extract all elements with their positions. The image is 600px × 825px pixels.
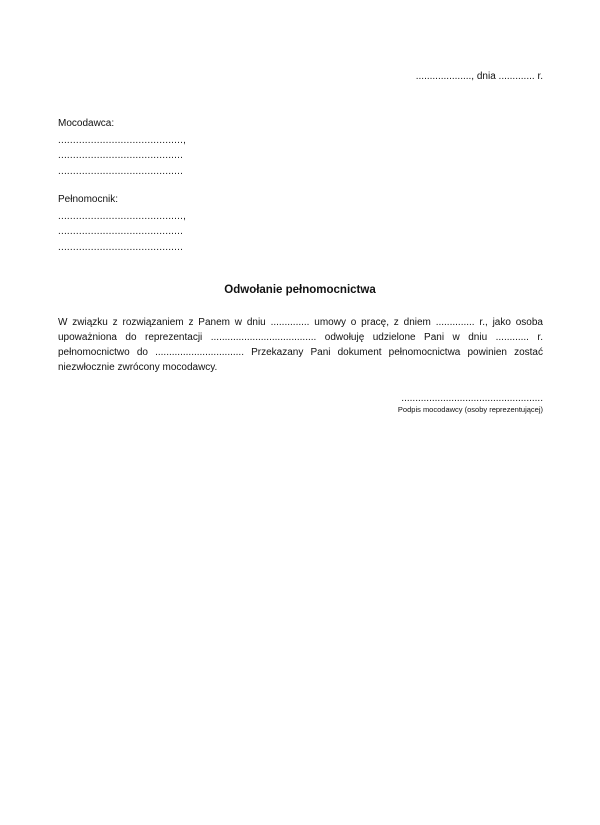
employer-block [58, 116, 186, 179]
employer-line-3: .......................................... [58, 165, 184, 177]
signature-line: ................................................... [401, 393, 543, 404]
attorney-line-1: .........................................., [58, 210, 187, 222]
signature-caption: Podpis mocodawcy (osoby reprezentującej) [397, 405, 543, 414]
document-body: W związku z rozwiązaniem z Panem w dniu .............. umowy o pracę, z dniem .............. r., jako osoba upoważniona do reprezentacji ...................................... odwołuję udzielone Pani w dniu ............ r. pełnomocnictwo do ................................ Przekazany Pani dokument pełnomocnictwa powinien zostać niezwłocznie zwrócony mocodawcy. [58, 317, 543, 373]
place-date-line: ...................., dnia ............. r. [415, 71, 543, 82]
document-title: Odwołanie pełnomocnictwa [224, 284, 376, 296]
employer-line-2: .......................................... [58, 150, 184, 161]
employer-line-1: .........................................., [58, 134, 187, 146]
attorney-line-3: .......................................... [58, 241, 184, 253]
attorney-label: Pełnomocnik: [58, 194, 119, 205]
attorney-block [58, 192, 186, 255]
attorney-line-2: .......................................... [58, 226, 184, 237]
signature-block [398, 393, 543, 414]
employer-label: Mocodawca: [58, 118, 115, 129]
